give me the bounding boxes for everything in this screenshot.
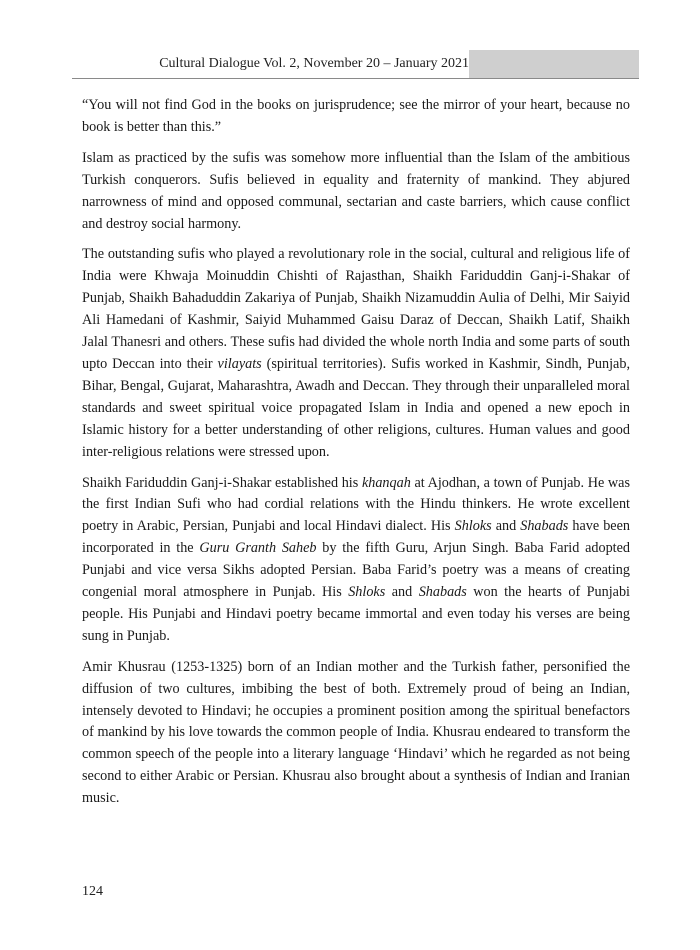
text-run: (spiritual territories). Sufis worked in Kashmir, Sindh, Punjab, Bihar, Bengal, Gujarat, Maharashtra, Awadh and Deccan. They through their unparalleled moral standards and sweet spiritual voice propagated Islam in India and opened a new epoch in Islamic history for a better understanding of other religions, cultures. Human values and good inter-religious relations were stressed upon. <box>82 355 630 460</box>
journal-title: Cultural Dialogue Vol. 2, November 20 – January 2021 <box>159 56 469 71</box>
italic-term: Shabads <box>520 518 569 535</box>
body-paragraph <box>82 473 630 648</box>
text-run: Amir Khusrau (1253-1325) born of an Indian mother and the Turkish father, personified the diffusion of two cultures, imbibing the best of both. Extremely proud of being an Indian, intensely devoted to Hindavi; he occupies a prominent position among the spiritual benefactors of mankind by his love towards the common people of India. Khusrau endeared to transform the common speech of the people into a literary language ‘Hindavi’ which he regarded as not being second to either Arabic or Persian. Khusrau also brought about a synthesis of Indian and Iranian music. <box>82 658 630 807</box>
page-number: 124 <box>82 884 103 899</box>
body-paragraph <box>82 95 630 139</box>
italic-term: khanqah <box>361 474 411 491</box>
text-run: “You will not find God in the books on jurisprudence; see the mirror of your heart, because no book is better than this.” <box>82 97 630 135</box>
italic-term: Guru Granth Saheb <box>199 540 317 557</box>
body-paragraph <box>82 148 630 236</box>
article-body <box>82 95 630 819</box>
running-header <box>72 50 639 79</box>
text-run: Islam as practiced by the sufis was somehow more influential than the Islam of the ambitious Turkish conquerors. Sufis believed in equality and fraternity of mankind. They abjured narrowness of mind and opposed communal, sectarian and caste barriers, which cause conflict and destroy social harmony. <box>82 149 630 232</box>
text-run: and <box>385 584 419 601</box>
text-run: have been incorporated in the <box>82 518 630 557</box>
text-run: won the hearts of Punjabi people. His Punjabi and Hindavi poetry became immortal and even today his verses are being sung in Punjab. <box>82 584 630 644</box>
text-run: Shaikh Fariduddin Ganj-i-Shakar established his <box>82 474 362 491</box>
text-run: at Ajodhan, a town of Punjab. He was the first Indian Sufi who had cordial relations with the Hindu thinkers. He wrote excellent poetry in Arabic, Persian, Punjabi and local Hindavi dialect. His <box>82 474 630 535</box>
italic-term: Shloks <box>348 584 386 601</box>
header-shaded-block <box>469 50 639 78</box>
text-run: and <box>491 518 521 535</box>
body-paragraph <box>82 657 630 810</box>
italic-term: Shloks <box>454 518 492 535</box>
italic-term: vilayats <box>217 355 262 372</box>
body-paragraph <box>82 244 630 463</box>
italic-term: Shabads <box>418 584 467 601</box>
text-run: by the fifth Guru, Arjun Singh. Baba Farid adopted Punjabi and vice versa Sikhs adopted Persian. Baba Farid’s poetry was a means of creating congenial moral atmosphere in Punjab. His <box>82 540 631 601</box>
text-run: The outstanding sufis who played a revolutionary role in the social, cultural and religious life of India were Khwaja Moinuddin Chishti of Rajasthan, Shaikh Fariduddin Ganj-i-Shakar of Punjab, Shaikh Bahaduddin Zakariya of Punjab, Shaikh Nizamuddin Aulia of Delhi, Mir Saiyid Ali Hamedani of Kashmir, Saiyid Muhammed Gaisu Daraz of Deccan, Shaikh Latif, Shaikh Jalal Thanesri and others. These sufis had divided the whole north India and some parts of south upto Deccan into their <box>82 246 630 372</box>
